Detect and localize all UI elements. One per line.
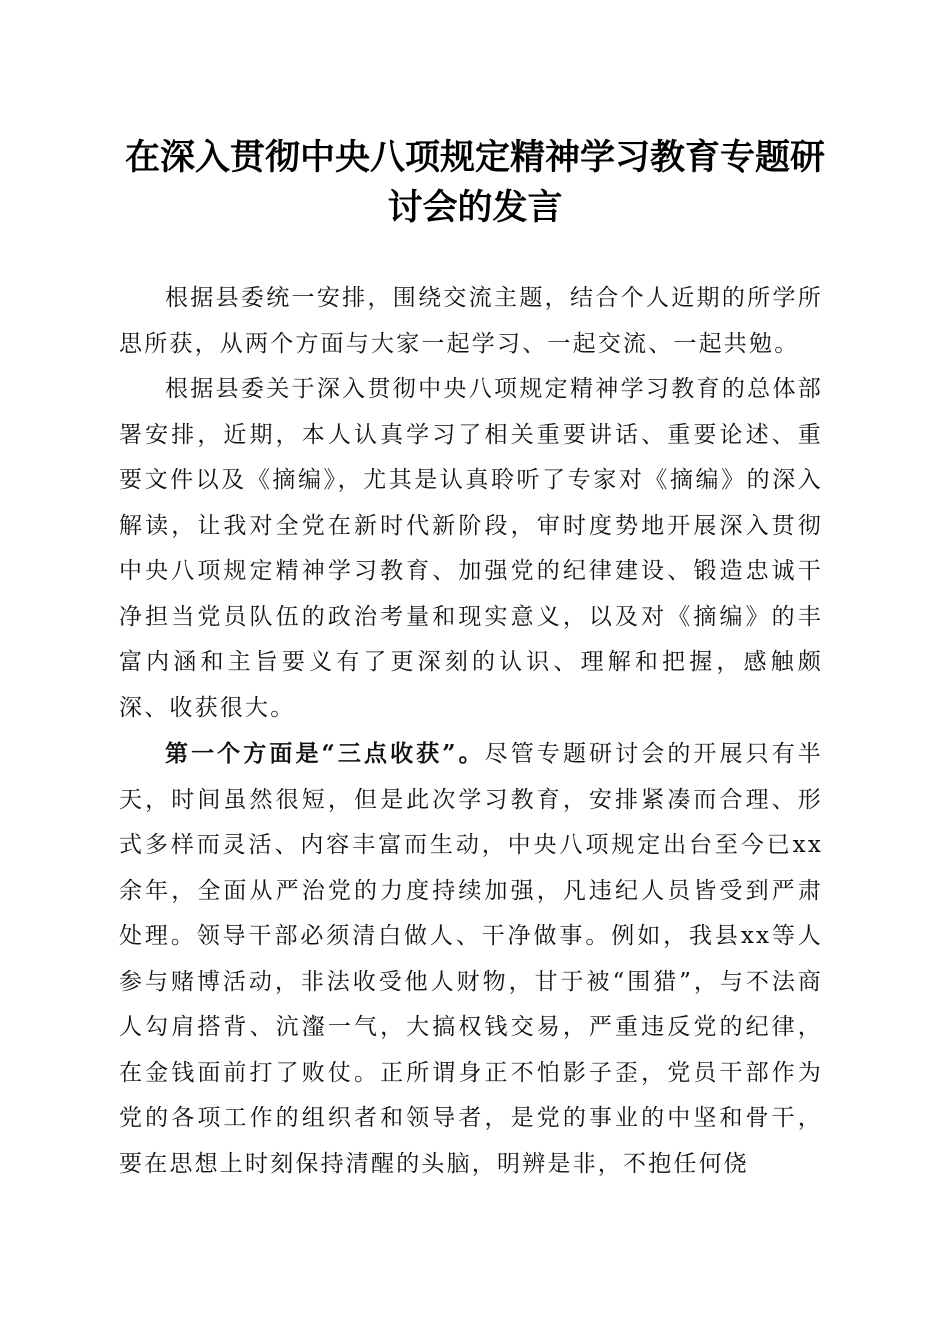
document-title: 在深入贯彻中央八项规定精神学习教育专题研讨会的发言	[124, 137, 825, 228]
paragraph-lead-heading: 第一个方面是“三点收获”。	[165, 740, 485, 767]
paragraph-first-aspect	[119, 731, 823, 1187]
paragraph-study-summary	[119, 367, 823, 731]
paragraph-text: 根据县委统一安排，围绕交流主题，结合个人近期的所学所思所获，从两个方面与大家一起学习、一起交流、一起共勉。	[119, 285, 823, 357]
document-body	[119, 276, 823, 1187]
paragraph-text: 尽管专题研讨会的开展只有半天，时间虽然很短，但是此次学习教育，安排紧凑而合理、形式多样而灵活、内容丰富而生动，中央八项规定出台至今已xx余年，全面从严治党的力度持续加强，凡违纪人员皆受到严肃处理。领导干部必须清白做人、干净做事。例如，我县xx等人参与赌博活动，非法收受他人财物，甘于被“围猎”，与不法商人勾肩搭背、沆瀣一气，大搞权钱交易，严重违反党的纪律，在金钱面前打了败仗。正所谓身正不怕影子歪，党员干部作为党的各项工作的组织者和领导者，是党的事业的中坚和骨干，要在思想上时刻保持清醒的头脑，明辨是非，不抱任何侥	[119, 741, 823, 1177]
paragraph-text: 根据县委关于深入贯彻中央八项规定精神学习教育的总体部署安排，近期，本人认真学习了相关重要讲话、重要论述、重要文件以及《摘编》，尤其是认真聆听了专家对《摘编》的深入解读，让我对全党在新时代新阶段，审时度势地开展深入贯彻中央八项规定精神学习教育、加强党的纪律建设、锻造忠诚干净担当党员队伍的政治考量和现实意义，以及对《摘编》的丰富内涵和主旨要义有了更深刻的认识、理解和把握，感触颇深、收获很大。	[119, 376, 823, 721]
paragraph-intro	[119, 276, 823, 367]
